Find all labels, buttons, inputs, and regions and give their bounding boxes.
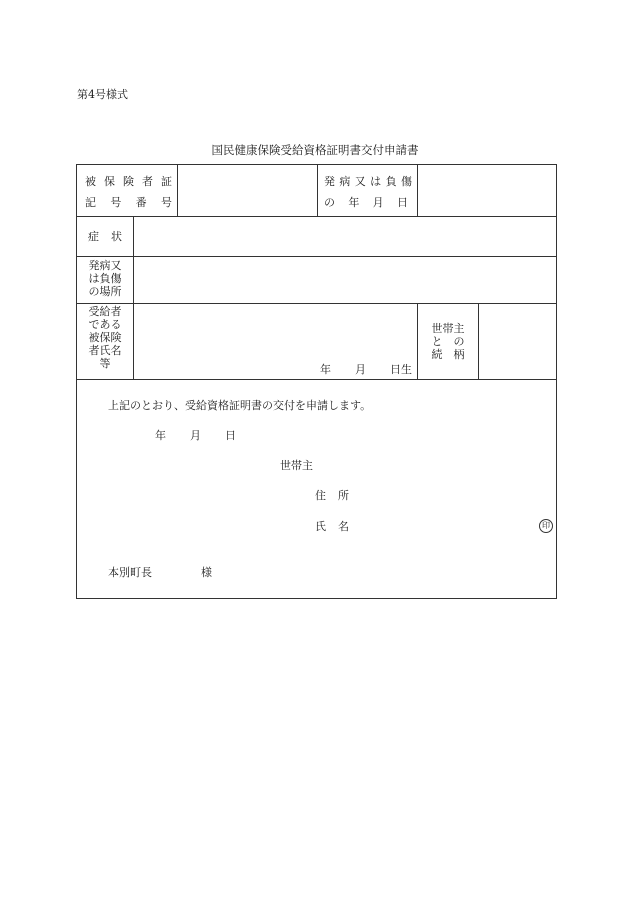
recipient-name-field[interactable] (135, 305, 415, 359)
row-divider (77, 216, 556, 217)
label-line: 続 柄 (431, 348, 465, 361)
application-form-table (76, 164, 557, 599)
label-char: 氏 (315, 520, 326, 533)
label-char: 証 (161, 175, 172, 188)
column-divider (317, 165, 318, 216)
column-divider (177, 165, 178, 216)
card-number-label (85, 197, 172, 208)
date-year-label: 年 (155, 429, 166, 442)
label-char: 所 (338, 489, 349, 502)
column-divider (417, 303, 418, 379)
label-char: 名 (338, 520, 349, 533)
label-line: 者氏名 (88, 344, 122, 357)
label-line: 等 (99, 357, 111, 370)
label-char: 号 (110, 196, 122, 209)
label-char: 保 (104, 175, 115, 188)
birth-year-label: 年 (320, 363, 331, 376)
name-label (315, 521, 349, 532)
addressee: 本別町長 (108, 566, 152, 579)
label-char: の (324, 196, 335, 209)
label-char: 傷 (400, 175, 412, 188)
insurance-card-number-field[interactable] (179, 167, 315, 214)
label-char: 病 (339, 175, 351, 188)
label-line: 受給者 (88, 305, 122, 318)
label-char: 記 (85, 196, 96, 209)
label-line: は負傷 (88, 272, 122, 285)
seal-mark: 印 (539, 519, 553, 533)
insurance-card-label (85, 176, 172, 187)
label-char: 険 (123, 175, 134, 188)
label-char: 被 (85, 175, 96, 188)
row-divider (77, 256, 556, 257)
label-char: 年 (348, 196, 360, 209)
onset-date-label-line2 (324, 197, 408, 208)
label-char: は (370, 175, 382, 188)
label-char: 負 (385, 175, 397, 188)
column-divider (478, 303, 479, 379)
recipient-name-label (81, 305, 129, 370)
label-char: 号 (160, 196, 172, 209)
symptom-field[interactable] (135, 218, 553, 254)
relation-label (421, 322, 475, 361)
row-divider (77, 379, 556, 380)
label-line: である (88, 318, 122, 331)
label-char: 又 (354, 175, 366, 188)
declaration-statement: 上記のとおり、受給資格証明書の交付を申請します。 (108, 399, 372, 412)
label-char: 症 (88, 230, 99, 243)
column-divider (417, 165, 418, 216)
row-divider (77, 303, 556, 304)
honorific: 様 (201, 566, 212, 579)
label-line: 世帯主 (431, 322, 465, 335)
label-char: 状 (111, 230, 122, 243)
address-field[interactable] (355, 485, 545, 503)
label-char: 住 (315, 489, 326, 502)
form-number: 第4号様式 (77, 88, 128, 101)
label-char: 番 (135, 196, 147, 209)
label-char: 者 (142, 175, 153, 188)
onset-date-field[interactable] (419, 167, 553, 214)
label-line: と の (431, 335, 465, 348)
onset-place-label (81, 259, 129, 298)
householder-label: 世帯主 (280, 459, 313, 472)
label-char: 発 (324, 175, 335, 188)
birth-month-label: 月 (355, 363, 366, 376)
label-char: 日 (396, 196, 408, 209)
form-title: 国民健康保険受給資格証明書交付申請書 (211, 143, 419, 157)
onset-place-field[interactable] (135, 258, 553, 301)
date-day-label: 日 (225, 429, 236, 442)
date-month-label: 月 (190, 429, 201, 442)
column-divider (133, 216, 134, 379)
symptom-label (88, 231, 122, 242)
label-line: 発病又 (88, 259, 122, 272)
address-label (315, 490, 349, 501)
label-line: 被保険 (88, 331, 122, 344)
name-field[interactable] (355, 516, 530, 534)
birth-day-label: 日生 (390, 363, 412, 376)
label-char: 月 (372, 196, 384, 209)
label-line: の場所 (88, 285, 122, 298)
relation-field[interactable] (480, 305, 553, 377)
onset-date-label (324, 176, 412, 187)
